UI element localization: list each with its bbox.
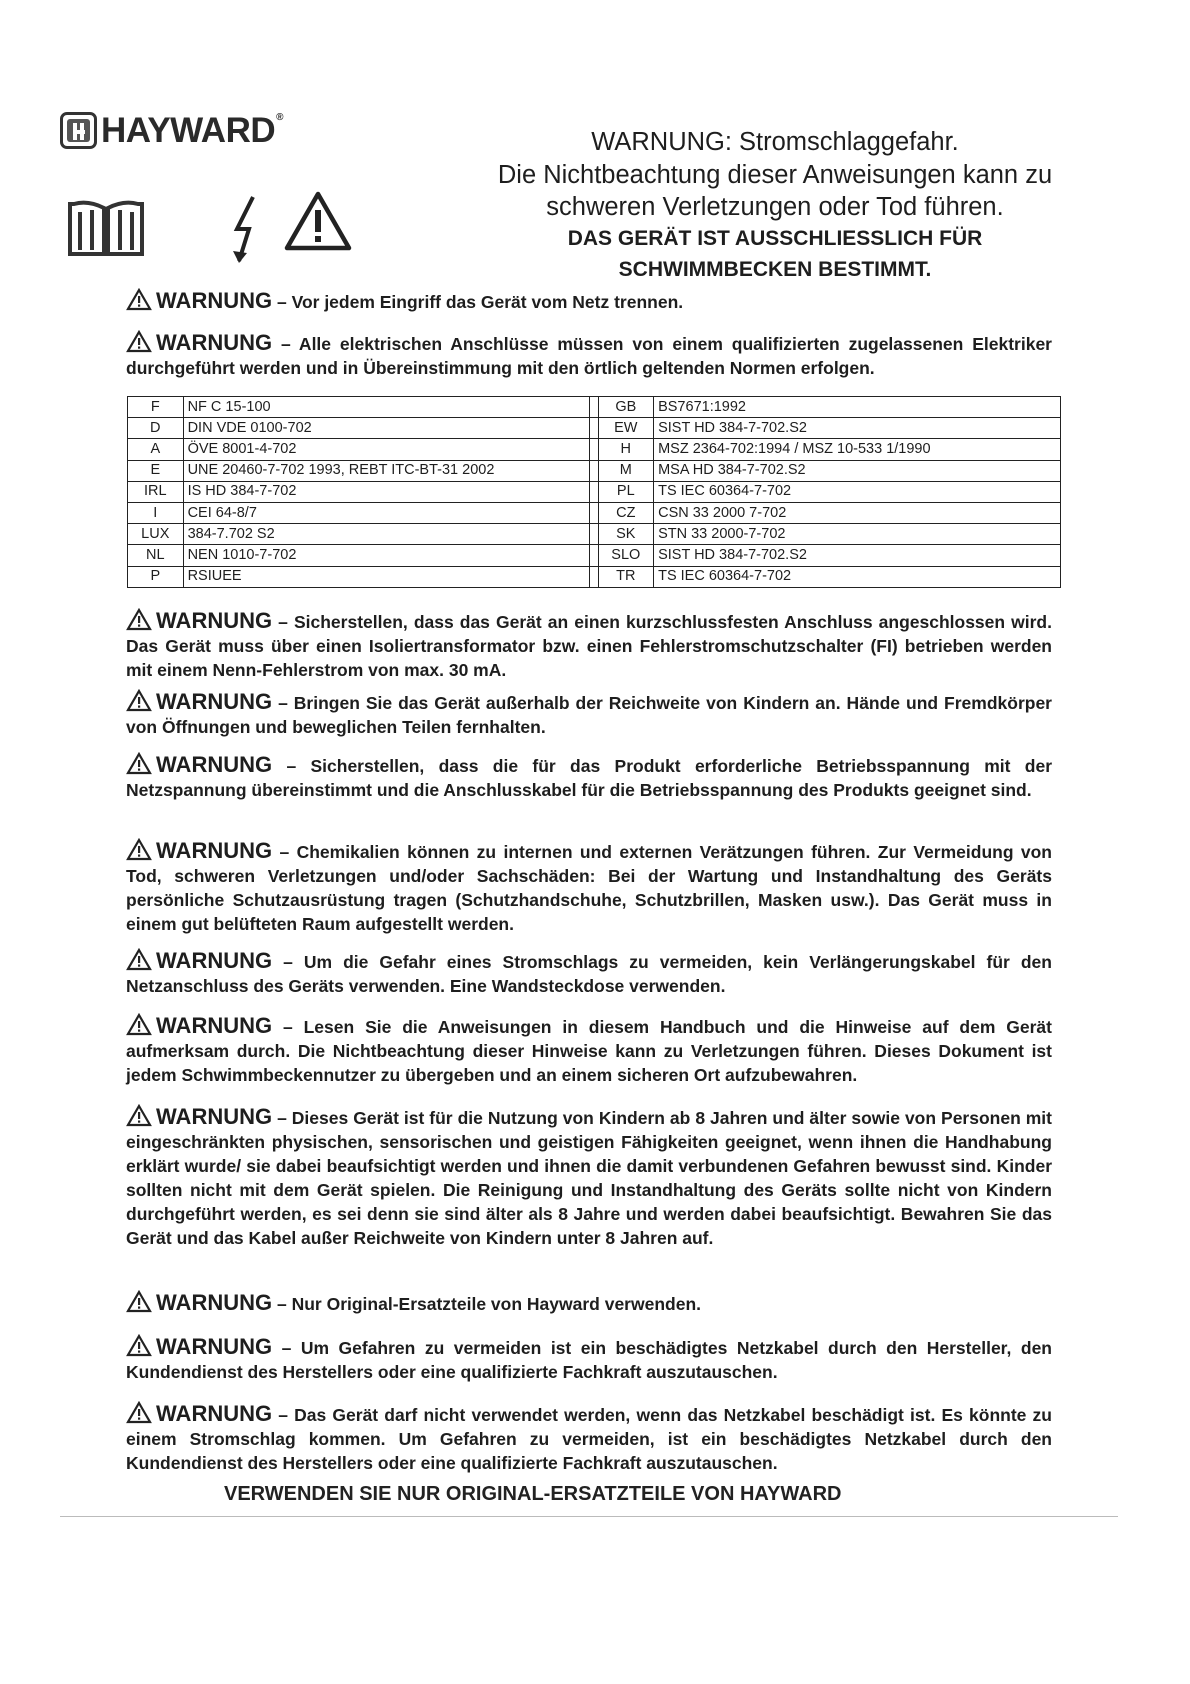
- table-gap: [589, 460, 598, 481]
- warning-6: [126, 838, 1052, 936]
- norms-row: [128, 418, 1061, 439]
- norms-row: [128, 481, 1061, 502]
- warning-triangle-icon: [126, 752, 152, 775]
- norms-row: [128, 460, 1061, 481]
- norm-reference: ÖVE 8001-4-702: [183, 439, 589, 460]
- warning-9: [126, 1104, 1052, 1250]
- warning-triangle-icon: [126, 838, 152, 861]
- warning-text: – Alle elektrischen Anschlüsse müssen von einem qualifizierten zugelassenen Elektriker durchgeführt werden und in Übereinstimmung mit den örtlich geltenden Normen erfolgen.: [126, 334, 1052, 378]
- warning-triangle-icon: [126, 608, 152, 631]
- warning-4: [126, 689, 1052, 739]
- norm-reference: STN 33 2000-7-702: [654, 524, 1061, 545]
- header-warning: [430, 126, 1120, 285]
- country-code: P: [128, 566, 184, 587]
- table-gap: [589, 481, 598, 502]
- country-code: D: [128, 418, 184, 439]
- country-code: A: [128, 439, 184, 460]
- warning-label: WARNUNG: [156, 1013, 273, 1038]
- norm-reference: SIST HD 384-7-702.S2: [654, 418, 1061, 439]
- brand-name: HAYWARD®: [101, 111, 283, 150]
- country-code: F: [128, 397, 184, 418]
- header-line-3: schweren Verletzungen oder Tod führen.: [546, 193, 1004, 221]
- warning-label: WARNUNG: [156, 288, 273, 313]
- warning-7: [126, 948, 1052, 998]
- norm-reference: CEI 64-8/7: [183, 502, 589, 523]
- warning-2: [126, 330, 1052, 380]
- warning-1: [126, 288, 1052, 314]
- warning-text: – Um die Gefahr eines Stromschlags zu vermeiden, kein Verlängerungskabel für den Netzanschluss des Geräts verwenden. Eine Wandsteckdose verwenden.: [126, 952, 1052, 996]
- country-code: CZ: [598, 502, 654, 523]
- warning-5: [126, 752, 1052, 802]
- norm-reference: IS HD 384-7-702: [183, 481, 589, 502]
- header-line-4: DAS GERÄT IST AUSSCHLIESSLICH FÜR: [567, 227, 983, 250]
- warning-11: [126, 1334, 1052, 1384]
- country-code: GB: [598, 397, 654, 418]
- header-line-5: SCHWIMMBECKEN BESTIMMT.: [618, 258, 932, 281]
- hayward-logo: [60, 112, 283, 149]
- country-code: I: [128, 502, 184, 523]
- country-code: E: [128, 460, 184, 481]
- country-code: M: [598, 460, 654, 481]
- electric-hazard-bolt-icon: [231, 195, 267, 265]
- warning-label: WARNUNG: [156, 608, 273, 633]
- manual-book-icon: [66, 198, 146, 258]
- norm-reference: MSA HD 384-7-702.S2: [654, 460, 1061, 481]
- warning-label: WARNUNG: [156, 1290, 273, 1315]
- warning-triangle-icon: [126, 330, 152, 353]
- warning-text: – Dieses Gerät ist für die Nutzung von Kindern ab 8 Jahren und älter sowie von Personen mit eingeschränkten physischen, sensorischen und geistigen Fähigkeiten geeignet, wenn ihnen die Handhabung erklärt wurde/ sie dabei beaufsichtigt werden und ihnen die damit verbundenen Gefahren bewusst sind. Kinder sollten nicht mit dem Gerät spielen. Die Reinigung und Instandhaltung des Geräts sollte nicht von Kindern durchgeführt werden, es sei denn sie sind älter als 8 Jahre und werden dabei beaufsichtigt. Bewahren Sie das Gerät und das Kabel außer Reichweite von Kindern unter 8 Jahren auf.: [126, 1108, 1052, 1248]
- warning-8: [126, 1013, 1052, 1087]
- norms-row: [128, 545, 1061, 566]
- warning-text: – Um Gefahren zu vermeiden ist ein beschädigtes Netzkabel durch den Hersteller, den Kundendienst des Herstellers oder eine qualifizierte Fachkraft auszutauschen.: [126, 1338, 1052, 1382]
- warning-text: – Lesen Sie die Anweisungen in diesem Handbuch und die Hinweise auf dem Gerät aufmerksam durch. Die Nichtbeachtung dieser Hinweise kann zu Verletzungen führen. Dieses Dokument ist jedem Schwimmbeckennutzer zu übergeben und an einem sicheren Ort aufzubewahren.: [126, 1017, 1052, 1085]
- table-gap: [589, 439, 598, 460]
- norms-table: [127, 396, 1061, 588]
- warning-label: WARNUNG: [156, 1104, 273, 1129]
- country-code: SLO: [598, 545, 654, 566]
- country-code: EW: [598, 418, 654, 439]
- warning-text: – Vor jedem Eingriff das Gerät vom Netz trennen.: [276, 292, 684, 312]
- norms-row: [128, 439, 1061, 460]
- warning-label: WARNUNG: [156, 1334, 273, 1359]
- page-divider: [60, 1516, 1118, 1517]
- norm-reference: BS7671:1992: [654, 397, 1061, 418]
- table-gap: [589, 566, 598, 587]
- table-gap: [589, 502, 598, 523]
- warning-label: WARNUNG: [156, 838, 273, 863]
- warning-text: – Nur Original-Ersatzteile von Hayward verwenden.: [276, 1294, 702, 1314]
- country-code: LUX: [128, 524, 184, 545]
- warning-text: – Chemikalien können zu internen und externen Verätzungen führen. Zur Vermeidung von Tod, schweren Verletzungen und/oder Sachschäden: Bei der Wartung und Instandhaltung des Geräts persönliche Schutzausrüstung tragen (Schutzhandschuhe, Schutzbrillen, Masken usw.). Das Gerät muss in einem gut belüfteten Raum aufgestellt werden.: [126, 842, 1053, 934]
- warning-triangle-icon: [283, 190, 353, 252]
- table-gap: [589, 524, 598, 545]
- norms-row: [128, 524, 1061, 545]
- table-gap: [589, 545, 598, 566]
- warning-triangle-icon: [126, 1290, 152, 1313]
- norm-reference: NEN 1010-7-702: [183, 545, 589, 566]
- norm-reference: RSIUEE: [183, 566, 589, 587]
- warning-triangle-icon: [126, 1104, 152, 1127]
- warning-text: – Sicherstellen, dass das Gerät an einen kurzschlussfesten Anschluss angeschlossen wird. Das Gerät muss über einen Isoliertransformator bzw. einen Fehlerstromschutzschalter (FI) betrieben werden mit einem Nenn-Fehlerstrom von max. 30 mA.: [126, 612, 1052, 680]
- warning-label: WARNUNG: [156, 752, 273, 777]
- warning-3: [126, 608, 1052, 682]
- table-gap: [589, 397, 598, 418]
- hayward-logo-mark-icon: [60, 112, 97, 149]
- warning-12: [126, 1401, 1052, 1475]
- warning-triangle-icon: [126, 288, 152, 311]
- country-code: IRL: [128, 481, 184, 502]
- norm-reference: 384-7.702 S2: [183, 524, 589, 545]
- warning-triangle-icon: [126, 1013, 152, 1036]
- warning-triangle-icon: [126, 689, 152, 712]
- header-line-2: Die Nichtbeachtung dieser Anweisungen kann zu: [497, 161, 1053, 189]
- warning-label: WARNUNG: [156, 1401, 273, 1426]
- warning-10: [126, 1290, 1052, 1316]
- country-code: SK: [598, 524, 654, 545]
- norm-reference: UNE 20460-7-702 1993, REBT ITC-BT-31 2002: [183, 460, 589, 481]
- norm-reference: CSN 33 2000 7-702: [654, 502, 1061, 523]
- warning-triangle-icon: [126, 948, 152, 971]
- country-code: H: [598, 439, 654, 460]
- country-code: TR: [598, 566, 654, 587]
- norm-reference: NF C 15-100: [183, 397, 589, 418]
- norm-reference: SIST HD 384-7-702.S2: [654, 545, 1061, 566]
- warning-triangle-icon: [126, 1401, 152, 1424]
- warning-label: WARNUNG: [156, 330, 273, 355]
- warning-text: – Bringen Sie das Gerät außerhalb der Reichweite von Kindern an. Hände und Fremdkörper von Öffnungen und beweglichen Teilen fernhalten.: [126, 693, 1052, 737]
- country-code: NL: [128, 545, 184, 566]
- footer-note: VERWENDEN SIE NUR ORIGINAL-ERSATZTEILE VON HAYWARD: [224, 1483, 842, 1505]
- header-line-1: WARNUNG: Stromschlaggefahr.: [591, 128, 959, 156]
- warning-triangle-icon: [126, 1334, 152, 1357]
- norm-reference: TS IEC 60364-7-702: [654, 481, 1061, 502]
- warning-text: – Sicherstellen, dass die für das Produkt erforderliche Betriebsspannung mit der Netzspannung übereinstimmt und die Anschlusskabel für die Betriebsspannung des Produkts geeignet sind.: [126, 756, 1052, 800]
- norm-reference: DIN VDE 0100-702: [183, 418, 589, 439]
- norms-row: [128, 566, 1061, 587]
- warning-label: WARNUNG: [156, 689, 273, 714]
- norm-reference: MSZ 2364-702:1994 / MSZ 10-533 1/1990: [654, 439, 1061, 460]
- norm-reference: TS IEC 60364-7-702: [654, 566, 1061, 587]
- norms-row: [128, 502, 1061, 523]
- norms-row: [128, 397, 1061, 418]
- warning-text: – Das Gerät darf nicht verwendet werden, wenn das Netzkabel beschädigt ist. Es könnte zu einem Stromschlag kommen. Um Gefahren zu vermeiden, ist ein beschädigtes Netzkabel durch den Kundendienst des Herstellers oder eine qualifizierte Fachkraft auszutauschen.: [126, 1405, 1052, 1473]
- warning-label: WARNUNG: [156, 948, 273, 973]
- table-gap: [589, 418, 598, 439]
- country-code: PL: [598, 481, 654, 502]
